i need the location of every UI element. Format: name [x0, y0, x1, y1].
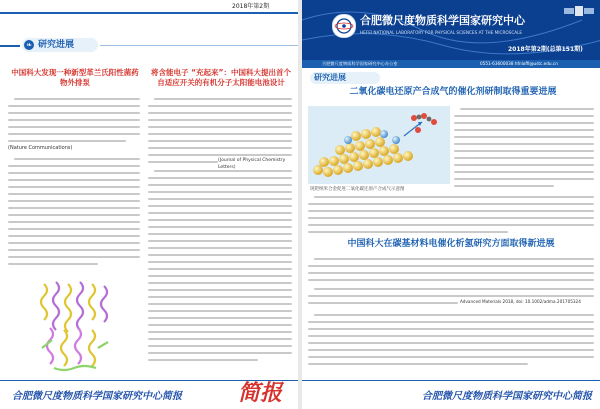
article1-ref: (Nature Communications)	[8, 145, 73, 151]
article1-title: 中国科大发现一种新型革兰氏阳性菌药物外排泵	[11, 68, 139, 87]
footer-right-title: 合肥微尺度物质科学国家研究中心简报	[422, 391, 592, 402]
center-name-en: HEFEI NATIONAL LABORATORY FOR PHYSICAL SCIENCES AT THE MICROSCALE	[360, 30, 523, 35]
catalyst-figure	[308, 106, 450, 184]
right-article2-title: 中国科大在碳基材料电催化析氢研究方面取得新进展	[347, 239, 555, 249]
section-badge-label: 研究进展	[38, 40, 75, 50]
left-page	[0, 0, 298, 409]
right-section-badge	[310, 72, 380, 84]
protein-structure-figure	[24, 278, 128, 378]
right-article2-ref: Advanced Materials 2018, doi: 10.1002/adma.201705324	[460, 299, 581, 304]
right-article1-title: 二氧化碳电还原产合成气的催化剂研制取得重要进展	[349, 87, 557, 97]
center-name-cn: 合肥微尺度物质科学国家研究中心	[360, 14, 525, 27]
office-text: 合肥微尺度物质科学国家研究中心办公室	[322, 61, 398, 66]
issue-number-total: (总第151期)	[546, 46, 583, 53]
badge-rule-right	[100, 45, 298, 46]
section-badge	[22, 38, 98, 52]
masthead	[302, 0, 600, 60]
satellite-icon	[564, 2, 594, 22]
issue-number-left: 2018年第2期	[232, 3, 270, 10]
contact-text: 0551-63600038 hfnloffi@ustc.edu.cn	[480, 61, 558, 66]
badge-rule-left	[0, 45, 20, 47]
footer-center-mark: 简报	[237, 381, 282, 406]
issue-number-right	[508, 46, 583, 54]
contact-strip	[302, 60, 600, 68]
issue-number-main: 2018年第2期	[508, 46, 547, 53]
right-section-badge-label: 研究进展	[314, 73, 346, 82]
leaf-icon: ❧	[24, 40, 34, 50]
right-page	[302, 0, 600, 409]
article2-title: 将含能电子 “充起来”：中国科大提出首个自适应开关的有机分子太阳能电池设计	[151, 68, 291, 87]
footer-left-title: 合肥微尺度物质科学国家研究中心简报	[12, 391, 182, 402]
institute-logo-icon	[332, 14, 356, 38]
article2-ref: (Journal of Physical Chemistry Letters)	[218, 158, 286, 170]
footer-rule-right	[302, 380, 600, 381]
figure-caption: 钝钯纳米合金促进二氧化碳还原产合成气示意图	[310, 187, 405, 192]
header-rule	[0, 12, 298, 14]
